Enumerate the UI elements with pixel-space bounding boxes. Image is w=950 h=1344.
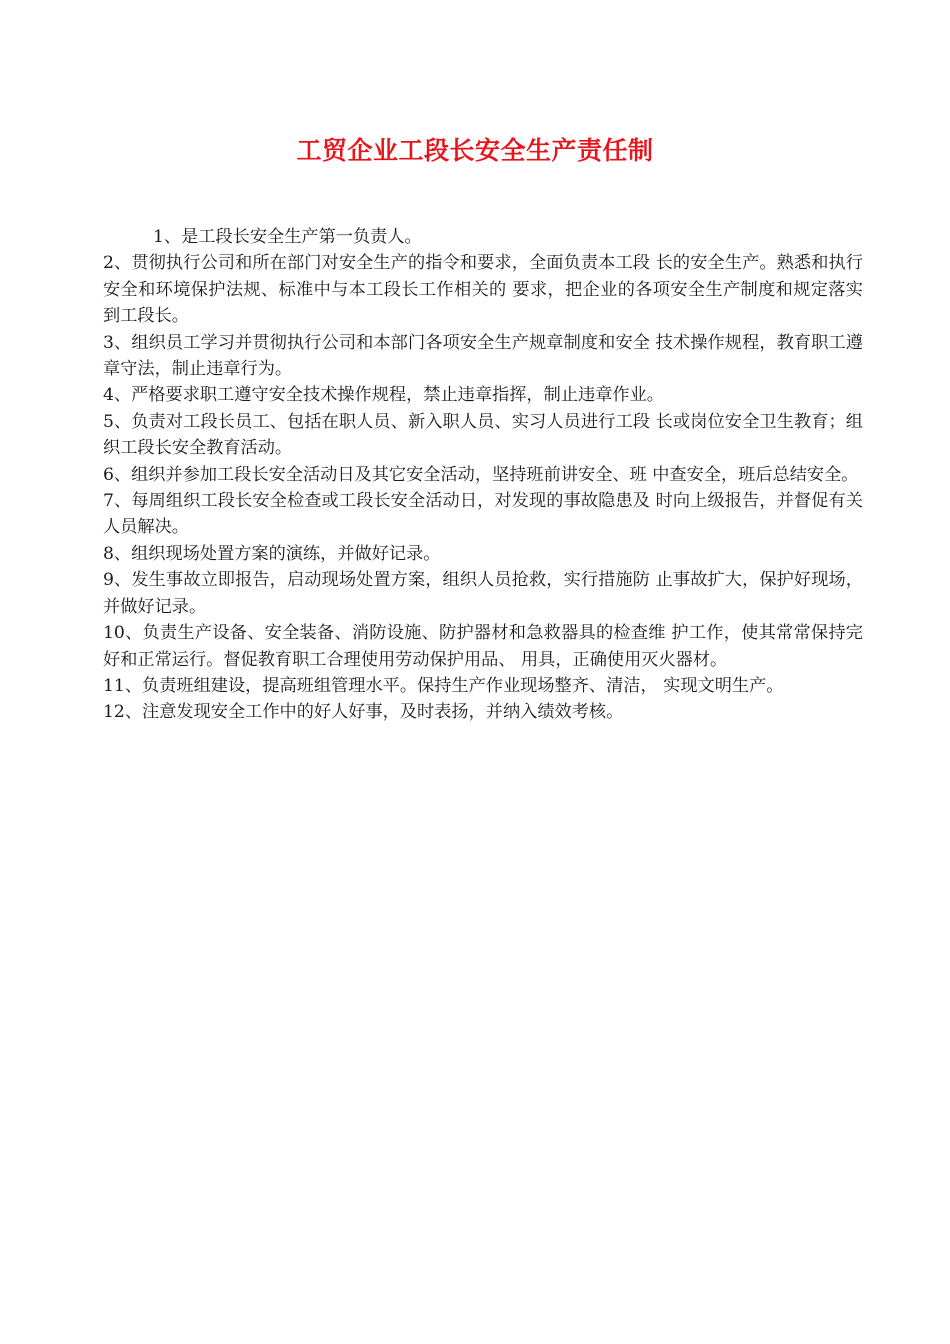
clause-11: 11、负责班组建设，提高班组管理水平。保持生产作业现场整齐、清洁， 实现文明生产。	[103, 675, 784, 696]
clause-12: 12、注意发现安全工作中的好人好事，及时表扬，并纳入绩效考核。	[103, 702, 624, 723]
clause-6: 6、组织并参加工段长安全活动日及其它安全活动，坚持班前讲安全、班 中查安全，班后总结安全。	[103, 464, 859, 485]
clause-4: 4、严格要求职工遵守安全技术操作规程，禁止违章指挥，制止违章作业。	[103, 385, 664, 406]
clause-8: 8、组织现场处置方案的演练，并做好记录。	[103, 543, 441, 564]
clause-7: 7、每周组织工段长安全检查或工段长安全活动日，对发现的事故隐患及 时向上级报告，并督促有关人员解决。	[103, 491, 863, 538]
clause-5: 5、负责对工段长员工、包括在职人员、新入职人员、实习人员进行工段 长或岗位安全卫生教育；组织工段长安全教育活动。	[103, 411, 863, 459]
document-title: 工贸企业工段长安全生产责任制	[296, 136, 654, 165]
clause-2: 2、贯彻执行公司和所在部门对安全生产的指令和要求，全面负责本工段 长的安全生产。熟悉和执行安全和环境保护法规、标准中与本工段长工作相关的 要求，把企业的各项安全生产制度和规定落实到工段长。	[103, 253, 863, 327]
clause-3: 3、组织员工学习并贯彻执行公司和本部门各项安全生产规章制度和安全 技术操作规程，教育职工遵章守法，制止违章行为。	[103, 332, 863, 380]
document-body	[103, 224, 863, 726]
clause-9: 9、发生事故立即报告，启动现场处置方案，组织人员抢救，实行措施防 止事故扩大，保护好现场，并做好记录。	[103, 570, 863, 617]
clause-1: 1、是工段长安全生产第一负责人。	[153, 227, 422, 247]
clause-10: 10、负责生产设备、安全装备、消防设施、防护器材和急救器具的检查维 护工作，使其常常保持完好和正常运行。督促教育职工合理使用劳动保护用品、 用具，正确使用灭火器材。	[103, 623, 863, 670]
